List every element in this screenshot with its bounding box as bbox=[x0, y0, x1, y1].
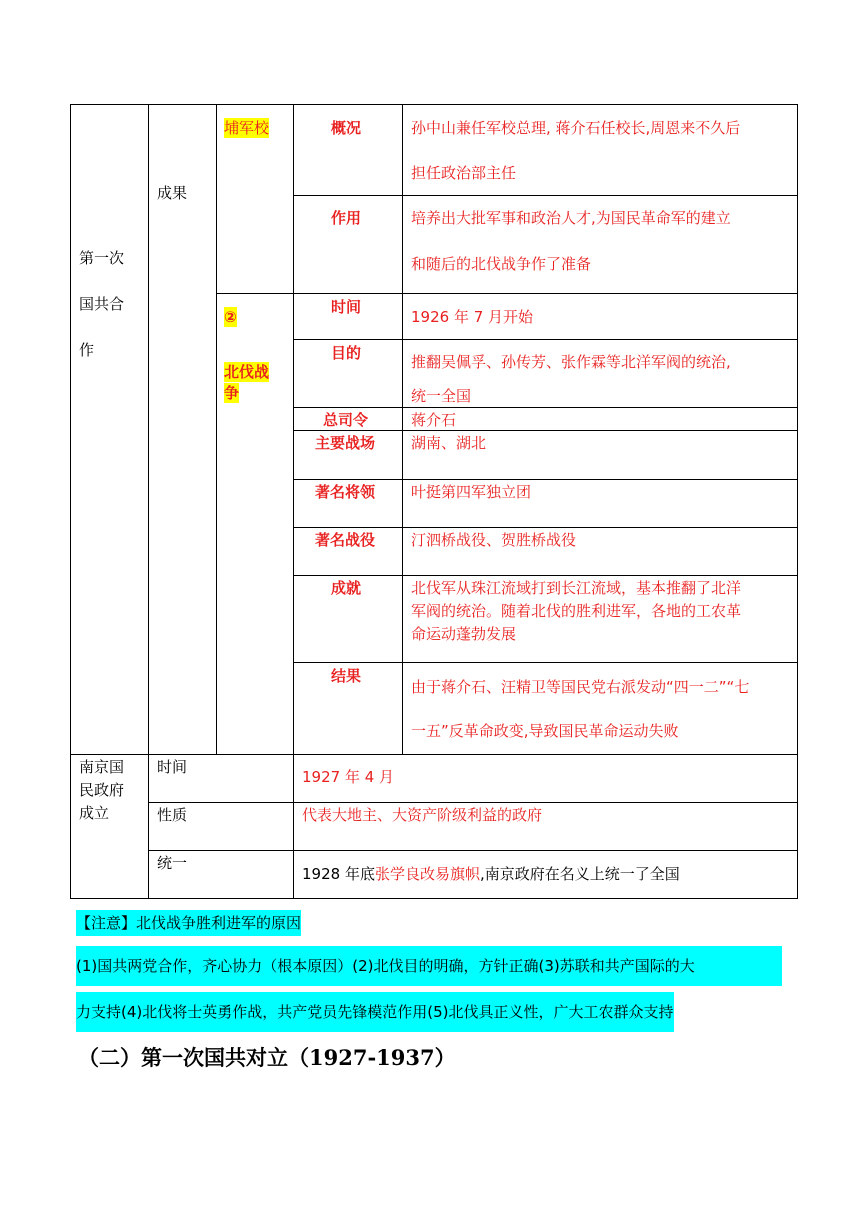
row-key: 目的 bbox=[331, 344, 362, 362]
row-key: 作用 bbox=[331, 209, 362, 227]
table-border bbox=[293, 479, 798, 480]
section-label: 作 bbox=[79, 341, 95, 359]
row-value: 北伐军从珠江流域打到长江流域，基本推翻了北洋 bbox=[411, 579, 742, 597]
row-key: 时间 bbox=[157, 758, 188, 776]
row-value: 命运动蓬勃发展 bbox=[411, 625, 517, 643]
row-value: 和随后的北伐战争作了准备 bbox=[411, 255, 592, 273]
table-border bbox=[293, 662, 798, 663]
row-value: 代表大地主、大资产阶级利益的政府 bbox=[302, 806, 543, 824]
note-line: 力支持(4)北伐将士英勇作战，共产党员先锋模范作用(5)北伐具正义性，广大工农群众支持 bbox=[76, 992, 674, 1032]
row-value: 湖南、湖北 bbox=[411, 434, 487, 452]
table-border bbox=[293, 575, 798, 576]
table-border bbox=[293, 339, 798, 340]
table-border bbox=[293, 430, 798, 431]
row-key: 统一 bbox=[157, 854, 188, 872]
row-value-part: 1928 年底 bbox=[302, 865, 375, 883]
table-border bbox=[797, 104, 798, 899]
row-value-highlight: 张学良改易旗帜 bbox=[374, 865, 480, 883]
row-key: 著名战役 bbox=[315, 531, 376, 549]
row-key: 概况 bbox=[331, 119, 362, 137]
row-value: 汀泗桥战役、贺胜桥战役 bbox=[411, 531, 577, 549]
school-title: 埔军校 bbox=[224, 119, 270, 137]
table-border bbox=[216, 104, 217, 754]
table-border bbox=[293, 195, 798, 196]
row-key: 主要战场 bbox=[315, 434, 376, 452]
row-value: 1927 年 4 月 bbox=[302, 768, 395, 786]
row-key: 成就 bbox=[331, 579, 362, 597]
section-label: 第一次 bbox=[79, 249, 125, 267]
table-border bbox=[216, 293, 798, 294]
row-value: 孙中山兼任军校总理, 蒋介石任校长,周恩来不久后 bbox=[411, 119, 741, 137]
note-title: 【注意】北伐战争胜利进军的原因 bbox=[76, 910, 301, 936]
row-value: 军阀的统治。随着北伐的胜利进军，各地的工农革 bbox=[411, 602, 742, 620]
section-label: 成立 bbox=[79, 804, 110, 822]
row-value: 蒋介石 bbox=[411, 411, 457, 429]
note-line: (1)国共两党合作，齐心协力（根本原因）(2)北伐目的明确，方针正确(3)苏联和共产国际的大 bbox=[76, 946, 782, 986]
sub-label: 成果 bbox=[157, 184, 188, 202]
table-border bbox=[70, 104, 798, 105]
expedition-title: 争 bbox=[224, 384, 240, 402]
row-key: 著名将领 bbox=[315, 483, 376, 501]
expedition-title: 北伐战 bbox=[224, 363, 270, 381]
section-label: 民政府 bbox=[79, 781, 125, 799]
row-value: 1926 年 7 月开始 bbox=[411, 308, 534, 326]
table-border bbox=[70, 104, 71, 899]
row-value: 担任政治部主任 bbox=[411, 164, 517, 182]
row-key: 时间 bbox=[331, 298, 362, 316]
table-border bbox=[293, 104, 294, 899]
row-value: 推翻吴佩孚、孙传芳、张作霖等北洋军阀的统治, bbox=[411, 353, 731, 371]
row-key: 总司令 bbox=[323, 411, 369, 429]
row-key: 性质 bbox=[157, 806, 188, 824]
row-value-part: ,南京政府在名义上统一了全国 bbox=[479, 865, 680, 883]
table-border bbox=[70, 754, 798, 755]
table-border bbox=[293, 527, 798, 528]
table-border bbox=[148, 104, 149, 899]
row-value: 培养出大批军事和政治人才,为国民革命军的建立 bbox=[411, 209, 731, 227]
row-value: 叶挺第四军独立团 bbox=[411, 483, 532, 501]
expedition-number: ② bbox=[224, 308, 237, 326]
row-key: 结果 bbox=[331, 667, 362, 685]
row-value: 由于蒋介石、汪精卫等国民党右派发动“四一二”“七 bbox=[411, 678, 750, 696]
table-border bbox=[148, 850, 798, 851]
section-label: 南京国 bbox=[79, 758, 125, 776]
table-border bbox=[402, 104, 403, 754]
section-heading: （二）第一次国共对立（1927-1937） bbox=[78, 1045, 456, 1070]
row-value bbox=[302, 864, 680, 884]
table-border bbox=[293, 407, 798, 408]
table-border bbox=[70, 898, 798, 899]
row-value: 统一全国 bbox=[411, 387, 472, 405]
table-border bbox=[148, 802, 798, 803]
section-label: 国共合 bbox=[79, 295, 125, 313]
row-value: 一五”反革命政变,导致国民革命运动失败 bbox=[411, 722, 679, 740]
